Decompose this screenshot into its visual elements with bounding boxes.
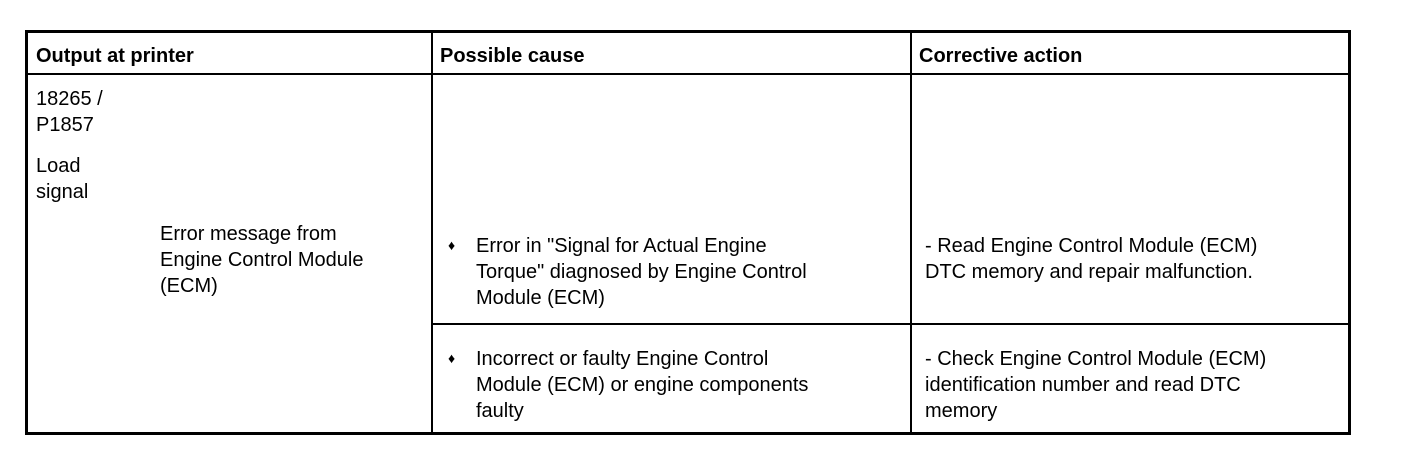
header-possible-cause: Possible cause [440,45,585,67]
output-message-line3: (ECM) [160,275,218,297]
cause-2-line3: faulty [476,400,524,422]
action-1-line2: DTC memory and repair malfunction. [925,261,1253,283]
bullet-diamond-icon: ♦ [448,237,456,253]
action-2-line3: memory [925,400,998,422]
output-message-line2: Engine Control Module [160,249,364,271]
bullet-diamond-icon: ♦ [448,350,456,366]
diagnostic-table [25,30,1351,435]
header-corrective-action: Corrective action [919,45,1083,67]
action-1-line1: - Read Engine Control Module (ECM) [925,235,1258,257]
header-output-at-printer: Output at printer [36,45,194,67]
output-signal-line2: signal [36,181,89,203]
cause-1-line2: Torque" diagnosed by Engine Control [476,261,807,283]
cause-2-line1: Incorrect or faulty Engine Control [476,348,769,370]
cause-2-line2: Module (ECM) or engine components [476,374,809,396]
column-divider [910,33,912,432]
output-code-line1: 18265 / [36,88,103,110]
column-divider [431,33,433,432]
action-2-line1: - Check Engine Control Module (ECM) [925,348,1267,370]
output-message-line1: Error message from [160,223,337,245]
row-divider [431,323,1348,325]
cause-1-line3: Module (ECM) [476,287,605,309]
output-signal-line1: Load [36,155,81,177]
cause-1-line1: Error in "Signal for Actual Engine [476,235,767,257]
header-divider [28,73,1348,75]
output-code-line2: P1857 [36,114,94,136]
action-2-line2: identification number and read DTC [925,374,1241,396]
